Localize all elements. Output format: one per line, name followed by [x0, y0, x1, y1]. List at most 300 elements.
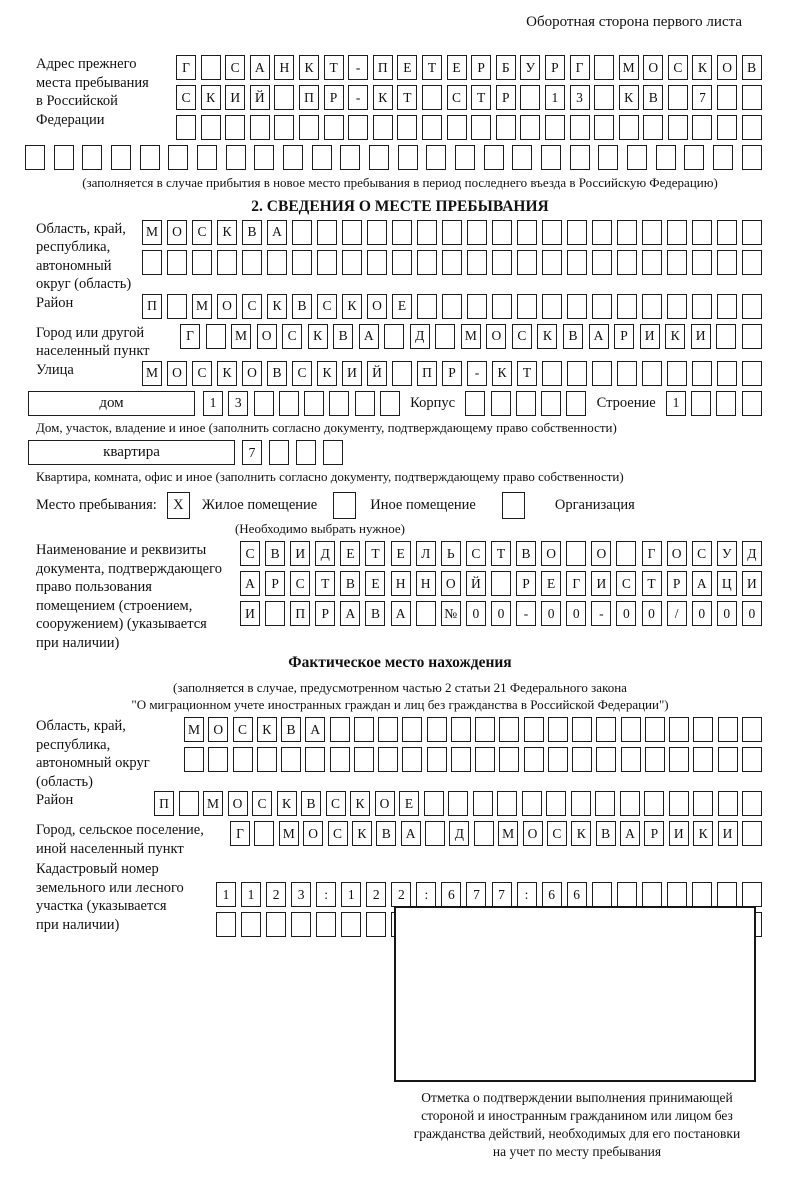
char-cell[interactable] [692, 115, 712, 140]
char-cell[interactable]: - [467, 361, 487, 386]
char-cell[interactable]: К [665, 324, 685, 349]
char-cell[interactable] [475, 747, 495, 772]
char-cell[interactable]: И [718, 821, 738, 846]
char-cell[interactable] [668, 85, 688, 110]
char-cell[interactable] [451, 747, 471, 772]
char-cell[interactable]: Т [315, 571, 335, 596]
char-cell[interactable] [667, 220, 687, 245]
char-cell[interactable] [425, 821, 445, 846]
char-cell[interactable] [442, 250, 462, 275]
char-cell[interactable]: К [267, 294, 287, 319]
char-cell[interactable] [492, 294, 512, 319]
char-cell[interactable] [692, 250, 712, 275]
char-cell[interactable] [257, 747, 277, 772]
char-cell[interactable]: С [290, 571, 310, 596]
char-cell[interactable] [417, 250, 437, 275]
char-cell[interactable] [168, 145, 188, 170]
char-cell[interactable] [348, 115, 368, 140]
char-cell[interactable]: П [290, 601, 310, 626]
char-cell[interactable] [617, 882, 637, 907]
char-cell[interactable] [392, 250, 412, 275]
char-cell[interactable] [254, 145, 274, 170]
char-cell[interactable] [467, 220, 487, 245]
char-cell[interactable] [422, 115, 442, 140]
char-cell[interactable] [378, 717, 398, 742]
char-cell[interactable]: Р [545, 55, 565, 80]
char-cell[interactable] [517, 220, 537, 245]
char-cell[interactable] [742, 220, 762, 245]
char-cell[interactable] [742, 747, 762, 772]
char-cell[interactable] [491, 571, 511, 596]
char-cell[interactable]: О [541, 541, 561, 566]
char-cell[interactable] [201, 115, 221, 140]
char-cell[interactable] [570, 145, 590, 170]
char-cell[interactable] [717, 220, 737, 245]
char-cell[interactable]: М [142, 220, 162, 245]
char-cell[interactable] [684, 145, 704, 170]
char-cell[interactable] [644, 791, 664, 816]
char-cell[interactable] [417, 220, 437, 245]
char-cell[interactable]: Е [340, 541, 360, 566]
apartment-type-box[interactable]: квартира [28, 440, 235, 465]
char-cell[interactable]: А [391, 601, 411, 626]
char-cell[interactable] [465, 391, 485, 416]
char-cell[interactable]: Г [570, 55, 590, 80]
char-cell[interactable] [265, 601, 285, 626]
char-cell[interactable]: И [225, 85, 245, 110]
char-cell[interactable]: Д [315, 541, 335, 566]
char-cell[interactable] [642, 882, 662, 907]
char-cell[interactable]: М [192, 294, 212, 319]
char-cell[interactable]: 0 [742, 601, 762, 626]
char-cell[interactable] [499, 747, 519, 772]
char-cell[interactable]: О [217, 294, 237, 319]
char-cell[interactable] [217, 250, 237, 275]
char-cell[interactable]: 1 [666, 391, 686, 416]
char-cell[interactable] [491, 391, 511, 416]
char-cell[interactable] [592, 882, 612, 907]
char-cell[interactable]: К [537, 324, 557, 349]
char-cell[interactable]: / [667, 601, 687, 626]
char-cell[interactable] [620, 791, 640, 816]
char-cell[interactable] [233, 747, 253, 772]
char-cell[interactable] [426, 145, 446, 170]
char-cell[interactable] [366, 912, 386, 937]
char-cell[interactable] [643, 115, 663, 140]
char-cell[interactable]: К [692, 55, 712, 80]
char-cell[interactable] [497, 791, 517, 816]
char-cell[interactable] [54, 145, 74, 170]
char-cell[interactable] [473, 791, 493, 816]
char-cell[interactable]: О [367, 294, 387, 319]
char-cell[interactable]: С [233, 717, 253, 742]
char-cell[interactable]: К [201, 85, 221, 110]
char-cell[interactable]: Е [399, 791, 419, 816]
char-cell[interactable] [548, 747, 568, 772]
char-cell[interactable]: Р [442, 361, 462, 386]
char-cell[interactable]: С [466, 541, 486, 566]
char-cell[interactable]: С [328, 821, 348, 846]
char-cell[interactable]: 3 [291, 882, 311, 907]
char-cell[interactable] [392, 361, 412, 386]
char-cell[interactable] [367, 250, 387, 275]
char-cell[interactable] [571, 791, 591, 816]
char-cell[interactable]: 7 [242, 440, 262, 465]
char-cell[interactable] [304, 391, 324, 416]
char-cell[interactable] [693, 791, 713, 816]
char-cell[interactable] [378, 747, 398, 772]
char-cell[interactable]: О [643, 55, 663, 80]
char-cell[interactable] [716, 391, 736, 416]
char-cell[interactable] [442, 294, 462, 319]
char-cell[interactable]: Р [516, 571, 536, 596]
char-cell[interactable]: Л [416, 541, 436, 566]
char-cell[interactable] [330, 717, 350, 742]
char-cell[interactable]: : [416, 882, 436, 907]
char-cell[interactable] [292, 220, 312, 245]
char-cell[interactable]: 7 [692, 85, 712, 110]
char-cell[interactable]: И [640, 324, 660, 349]
char-cell[interactable] [292, 250, 312, 275]
char-cell[interactable]: Г [176, 55, 196, 80]
char-cell[interactable]: С [192, 361, 212, 386]
char-cell[interactable]: В [365, 601, 385, 626]
char-cell[interactable]: Н [391, 571, 411, 596]
char-cell[interactable] [269, 440, 289, 465]
char-cell[interactable] [567, 294, 587, 319]
char-cell[interactable]: В [301, 791, 321, 816]
char-cell[interactable]: Е [541, 571, 561, 596]
char-cell[interactable]: С [692, 541, 712, 566]
char-cell[interactable]: Ц [717, 571, 737, 596]
char-cell[interactable]: Г [180, 324, 200, 349]
char-cell[interactable] [435, 324, 455, 349]
char-cell[interactable]: 1 [545, 85, 565, 110]
char-cell[interactable]: О [667, 541, 687, 566]
char-cell[interactable]: О [167, 361, 187, 386]
char-cell[interactable] [312, 145, 332, 170]
char-cell[interactable] [522, 791, 542, 816]
char-cell[interactable]: В [643, 85, 663, 110]
char-cell[interactable]: Б [496, 55, 516, 80]
char-cell[interactable]: Т [517, 361, 537, 386]
char-cell[interactable]: П [154, 791, 174, 816]
char-cell[interactable]: Й [250, 85, 270, 110]
char-cell[interactable] [367, 220, 387, 245]
char-cell[interactable]: М [498, 821, 518, 846]
char-cell[interactable] [524, 747, 544, 772]
char-cell[interactable]: У [520, 55, 540, 80]
char-cell[interactable]: Р [667, 571, 687, 596]
char-cell[interactable] [742, 717, 762, 742]
char-cell[interactable] [427, 747, 447, 772]
char-cell[interactable] [283, 145, 303, 170]
char-cell[interactable] [471, 115, 491, 140]
char-cell[interactable] [598, 145, 618, 170]
char-cell[interactable]: 0 [616, 601, 636, 626]
char-cell[interactable]: 0 [692, 601, 712, 626]
char-cell[interactable]: П [417, 361, 437, 386]
char-cell[interactable] [225, 115, 245, 140]
char-cell[interactable]: Г [642, 541, 662, 566]
char-cell[interactable]: 3 [228, 391, 248, 416]
char-cell[interactable]: 1 [341, 882, 361, 907]
char-cell[interactable] [398, 145, 418, 170]
char-cell[interactable] [692, 294, 712, 319]
char-cell[interactable]: К [352, 821, 372, 846]
char-cell[interactable] [254, 821, 274, 846]
char-cell[interactable] [567, 220, 587, 245]
char-cell[interactable] [692, 220, 712, 245]
char-cell[interactable] [594, 85, 614, 110]
char-cell[interactable] [354, 747, 374, 772]
char-cell[interactable]: В [516, 541, 536, 566]
char-cell[interactable] [621, 747, 641, 772]
char-cell[interactable] [617, 220, 637, 245]
checkbox-other-premises[interactable] [333, 492, 356, 519]
char-cell[interactable]: А [359, 324, 379, 349]
char-cell[interactable] [617, 361, 637, 386]
char-cell[interactable] [713, 145, 733, 170]
char-cell[interactable]: Й [466, 571, 486, 596]
char-cell[interactable] [455, 145, 475, 170]
char-cell[interactable]: К [492, 361, 512, 386]
char-cell[interactable]: М [142, 361, 162, 386]
char-cell[interactable] [167, 294, 187, 319]
char-cell[interactable] [520, 85, 540, 110]
char-cell[interactable]: Ь [441, 541, 461, 566]
char-cell[interactable]: К [693, 821, 713, 846]
char-cell[interactable]: С [282, 324, 302, 349]
char-cell[interactable]: И [591, 571, 611, 596]
char-cell[interactable] [512, 145, 532, 170]
char-cell[interactable] [717, 361, 737, 386]
char-cell[interactable]: Р [496, 85, 516, 110]
char-cell[interactable]: С [547, 821, 567, 846]
char-cell[interactable] [669, 747, 689, 772]
char-cell[interactable]: Р [324, 85, 344, 110]
char-cell[interactable] [354, 717, 374, 742]
char-cell[interactable] [402, 717, 422, 742]
char-cell[interactable]: В [265, 541, 285, 566]
char-cell[interactable] [594, 115, 614, 140]
char-cell[interactable] [592, 220, 612, 245]
char-cell[interactable] [717, 882, 737, 907]
char-cell[interactable]: № [441, 601, 461, 626]
char-cell[interactable]: А [240, 571, 260, 596]
char-cell[interactable] [718, 791, 738, 816]
char-cell[interactable] [617, 294, 637, 319]
checkbox-residential[interactable]: X [167, 492, 190, 519]
char-cell[interactable]: Е [447, 55, 467, 80]
char-cell[interactable]: Д [742, 541, 762, 566]
char-cell[interactable] [645, 747, 665, 772]
char-cell[interactable]: Т [324, 55, 344, 80]
char-cell[interactable] [667, 250, 687, 275]
char-cell[interactable] [742, 882, 762, 907]
char-cell[interactable]: В [267, 361, 287, 386]
char-cell[interactable]: В [281, 717, 301, 742]
char-cell[interactable] [324, 115, 344, 140]
char-cell[interactable]: 2 [391, 882, 411, 907]
char-cell[interactable]: И [290, 541, 310, 566]
char-cell[interactable]: О [303, 821, 323, 846]
char-cell[interactable] [627, 145, 647, 170]
char-cell[interactable]: О [375, 791, 395, 816]
char-cell[interactable]: 2 [366, 882, 386, 907]
char-cell[interactable]: : [316, 882, 336, 907]
char-cell[interactable] [645, 717, 665, 742]
char-cell[interactable]: Т [471, 85, 491, 110]
char-cell[interactable]: М [184, 717, 204, 742]
char-cell[interactable]: С [176, 85, 196, 110]
char-cell[interactable]: К [317, 361, 337, 386]
char-cell[interactable] [572, 747, 592, 772]
char-cell[interactable] [242, 250, 262, 275]
char-cell[interactable] [592, 361, 612, 386]
char-cell[interactable] [566, 541, 586, 566]
char-cell[interactable]: С [225, 55, 245, 80]
char-cell[interactable]: М [231, 324, 251, 349]
char-cell[interactable] [742, 250, 762, 275]
char-cell[interactable]: В [742, 55, 762, 80]
char-cell[interactable]: 3 [570, 85, 590, 110]
char-cell[interactable] [208, 747, 228, 772]
char-cell[interactable]: О [257, 324, 277, 349]
char-cell[interactable] [340, 145, 360, 170]
char-cell[interactable] [546, 791, 566, 816]
char-cell[interactable] [206, 324, 226, 349]
char-cell[interactable] [517, 294, 537, 319]
char-cell[interactable] [742, 391, 762, 416]
char-cell[interactable] [424, 791, 444, 816]
char-cell[interactable]: О [441, 571, 461, 596]
char-cell[interactable]: О [167, 220, 187, 245]
char-cell[interactable] [422, 85, 442, 110]
char-cell[interactable] [642, 220, 662, 245]
char-cell[interactable]: 0 [541, 601, 561, 626]
char-cell[interactable]: И [742, 571, 762, 596]
char-cell[interactable] [140, 145, 160, 170]
char-cell[interactable]: В [340, 571, 360, 596]
char-cell[interactable]: О [591, 541, 611, 566]
char-cell[interactable] [330, 747, 350, 772]
char-cell[interactable] [567, 250, 587, 275]
char-cell[interactable]: О [523, 821, 543, 846]
char-cell[interactable]: М [279, 821, 299, 846]
char-cell[interactable]: - [516, 601, 536, 626]
char-cell[interactable]: С [242, 294, 262, 319]
char-cell[interactable]: О [208, 717, 228, 742]
char-cell[interactable] [667, 361, 687, 386]
char-cell[interactable] [520, 115, 540, 140]
char-cell[interactable] [656, 145, 676, 170]
char-cell[interactable]: Е [392, 294, 412, 319]
char-cell[interactable]: И [342, 361, 362, 386]
char-cell[interactable] [717, 85, 737, 110]
char-cell[interactable] [305, 747, 325, 772]
char-cell[interactable] [542, 220, 562, 245]
char-cell[interactable] [596, 747, 616, 772]
char-cell[interactable]: А [267, 220, 287, 245]
char-cell[interactable] [619, 115, 639, 140]
char-cell[interactable] [642, 294, 662, 319]
char-cell[interactable] [524, 717, 544, 742]
char-cell[interactable] [402, 747, 422, 772]
char-cell[interactable]: К [342, 294, 362, 319]
char-cell[interactable] [692, 882, 712, 907]
char-cell[interactable] [417, 294, 437, 319]
char-cell[interactable] [617, 250, 637, 275]
char-cell[interactable] [572, 717, 592, 742]
char-cell[interactable]: О [717, 55, 737, 80]
char-cell[interactable]: А [692, 571, 712, 596]
char-cell[interactable] [669, 717, 689, 742]
char-cell[interactable] [616, 541, 636, 566]
char-cell[interactable] [541, 391, 561, 416]
char-cell[interactable] [592, 294, 612, 319]
char-cell[interactable] [299, 115, 319, 140]
char-cell[interactable]: 0 [717, 601, 737, 626]
char-cell[interactable] [467, 294, 487, 319]
char-cell[interactable]: Р [315, 601, 335, 626]
char-cell[interactable]: А [620, 821, 640, 846]
char-cell[interactable]: М [619, 55, 639, 80]
char-cell[interactable] [451, 717, 471, 742]
char-cell[interactable] [499, 717, 519, 742]
char-cell[interactable] [742, 294, 762, 319]
char-cell[interactable]: 0 [566, 601, 586, 626]
char-cell[interactable]: С [616, 571, 636, 596]
char-cell[interactable] [496, 115, 516, 140]
char-cell[interactable] [742, 361, 762, 386]
char-cell[interactable]: 1 [203, 391, 223, 416]
char-cell[interactable] [691, 391, 711, 416]
char-cell[interactable] [492, 250, 512, 275]
char-cell[interactable]: М [461, 324, 481, 349]
char-cell[interactable] [742, 821, 762, 846]
char-cell[interactable] [492, 220, 512, 245]
char-cell[interactable]: В [563, 324, 583, 349]
char-cell[interactable] [291, 912, 311, 937]
char-cell[interactable]: 6 [441, 882, 461, 907]
char-cell[interactable]: Р [265, 571, 285, 596]
char-cell[interactable] [742, 115, 762, 140]
char-cell[interactable] [317, 220, 337, 245]
char-cell[interactable]: Г [230, 821, 250, 846]
char-cell[interactable]: К [373, 85, 393, 110]
char-cell[interactable]: Д [449, 821, 469, 846]
char-cell[interactable]: С [512, 324, 532, 349]
char-cell[interactable] [317, 250, 337, 275]
char-cell[interactable]: О [486, 324, 506, 349]
char-cell[interactable] [517, 250, 537, 275]
char-cell[interactable] [184, 747, 204, 772]
char-cell[interactable] [82, 145, 102, 170]
char-cell[interactable] [596, 717, 616, 742]
char-cell[interactable]: С [317, 294, 337, 319]
char-cell[interactable] [718, 747, 738, 772]
char-cell[interactable] [201, 55, 221, 80]
char-cell[interactable] [717, 294, 737, 319]
char-cell[interactable] [693, 717, 713, 742]
char-cell[interactable]: 0 [466, 601, 486, 626]
char-cell[interactable]: О [228, 791, 248, 816]
char-cell[interactable]: К [619, 85, 639, 110]
char-cell[interactable]: 7 [492, 882, 512, 907]
char-cell[interactable]: О [242, 361, 262, 386]
char-cell[interactable]: Н [274, 55, 294, 80]
